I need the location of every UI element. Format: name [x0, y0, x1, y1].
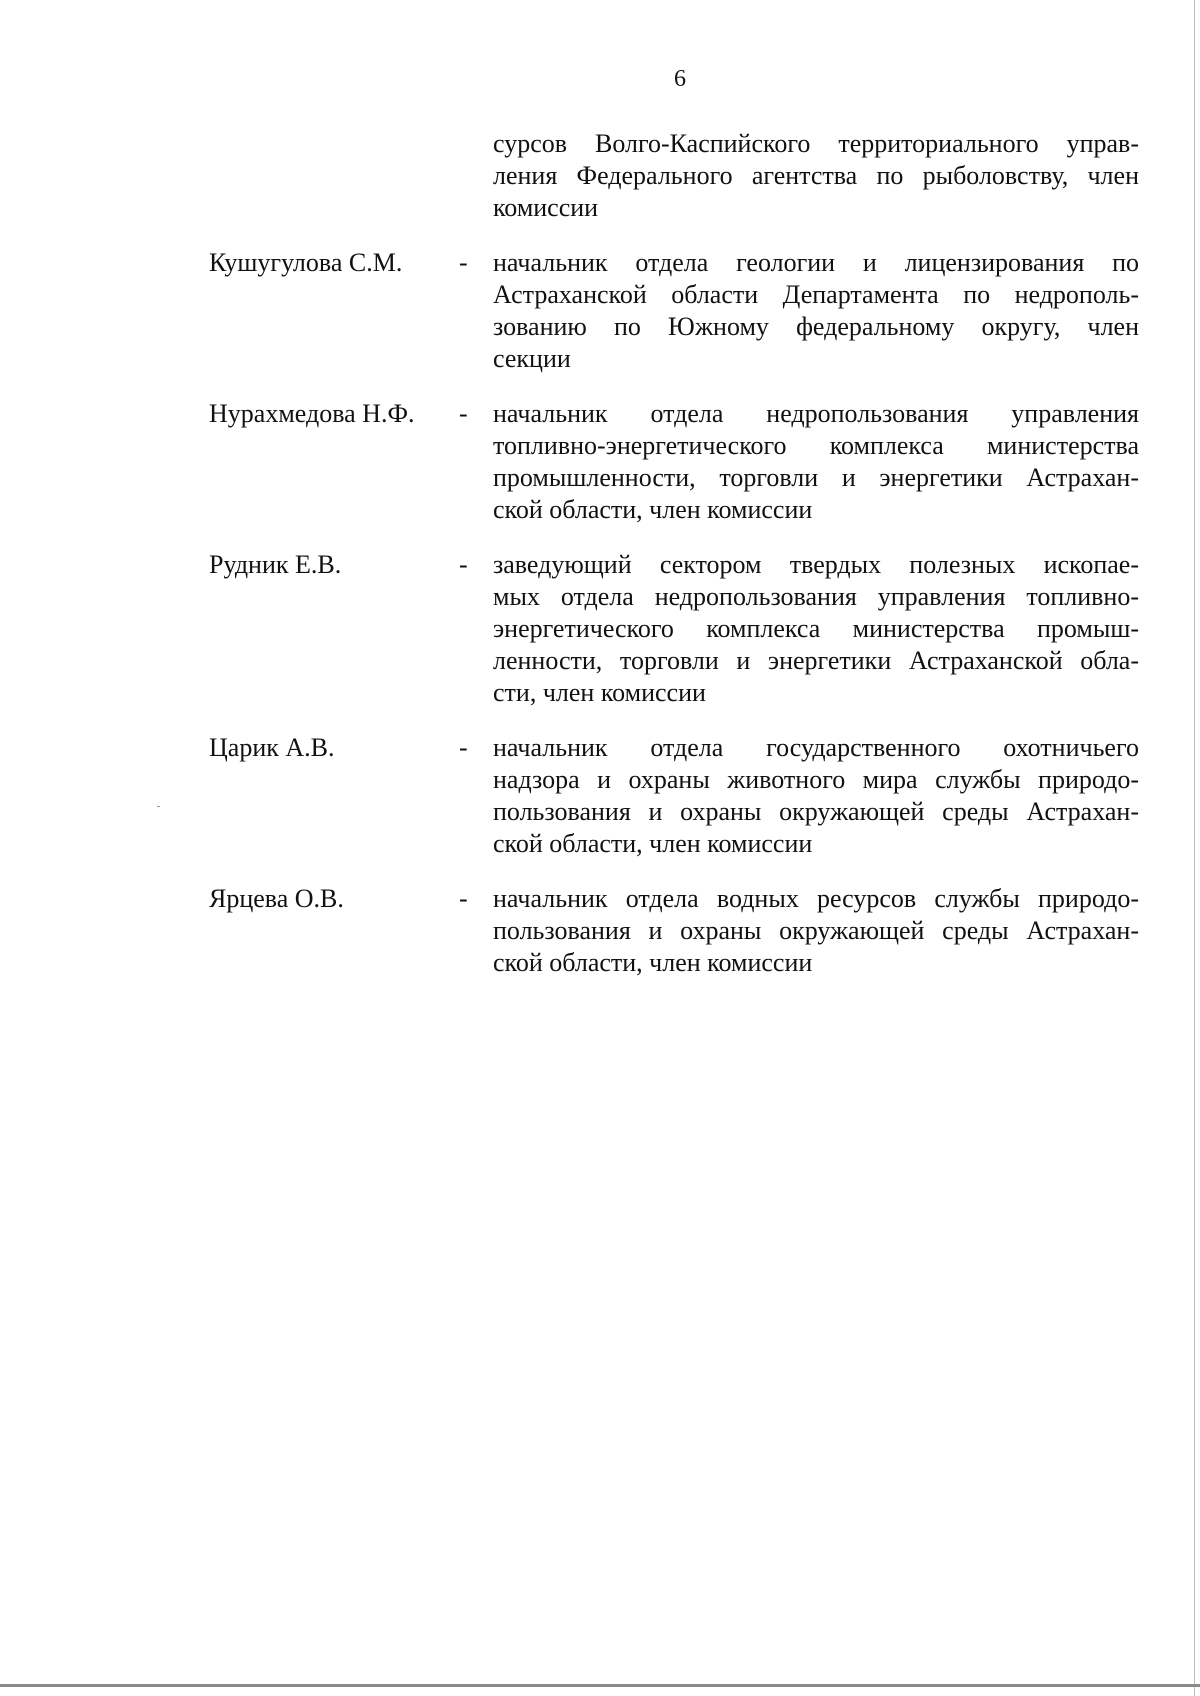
member-name: Ярцева О.В.	[209, 884, 344, 913]
dash-separator: -	[459, 884, 468, 913]
description-line: начальник отдела государственного охотничьего	[493, 733, 1139, 762]
description-line: надзора и охраны животного мира службы природо-	[493, 765, 1139, 794]
member-entry	[209, 247, 1139, 375]
continued-description	[493, 128, 1139, 224]
description-line: начальник отдела водных ресурсов службы природо-	[493, 884, 1139, 913]
description-line: секции	[493, 344, 571, 373]
dash-separator: -	[459, 733, 468, 762]
description-line: ленности, торговли и энергетики Астраханской обла-	[493, 646, 1139, 675]
member-entry	[209, 883, 1139, 979]
description-line: мых отдела недропользования управления топливно-	[493, 582, 1139, 611]
scan-speck	[157, 806, 160, 807]
scan-edge-right	[1194, 0, 1195, 1696]
member-description	[493, 247, 1139, 375]
page-number: 6	[674, 66, 686, 92]
member-description	[493, 398, 1139, 526]
member-name: Царик А.В.	[209, 733, 335, 762]
description-line: ской области, член комиссии	[493, 495, 813, 524]
description-line: сти, член комиссии	[493, 678, 706, 707]
description-line: пользования и охраны окружающей среды Астрахан-	[493, 797, 1139, 826]
dash-separator: -	[459, 248, 468, 277]
description-line: пользования и охраны окружающей среды Астрахан-	[493, 916, 1139, 945]
description-line: сурсов Волго-Каспийского территориального управ-	[493, 129, 1139, 158]
member-description	[493, 549, 1139, 709]
member-entry	[209, 398, 1139, 526]
description-line: заведующий сектором твердых полезных ископае-	[493, 550, 1139, 579]
description-line: зованию по Южному федеральному округу, член	[493, 312, 1139, 341]
member-description	[493, 732, 1139, 860]
member-name: Кушугулова С.М.	[209, 248, 403, 277]
member-description	[493, 883, 1139, 979]
member-entry	[209, 549, 1139, 709]
description-line: топливно-энергетического комплекса министерства	[493, 431, 1139, 460]
description-line: ской области, член комиссии	[493, 948, 813, 977]
description-line: Астраханской области Департамента по недрополь-	[493, 280, 1139, 309]
description-line: промышленности, торговли и энергетики Астрахан-	[493, 463, 1139, 492]
description-line: ской области, член комиссии	[493, 829, 813, 858]
dash-separator: -	[459, 399, 468, 428]
member-name: Рудник Е.В.	[209, 550, 342, 579]
description-line: ления Федерального агентства по рыболовству, член	[493, 161, 1139, 190]
description-line: начальник отдела недропользования управления	[493, 399, 1139, 428]
member-entry	[209, 732, 1139, 860]
continued-entry	[209, 128, 1139, 224]
description-line: начальник отдела геологии и лицензирования по	[493, 248, 1139, 277]
member-list	[209, 128, 1139, 979]
description-line: комиссии	[493, 193, 599, 222]
dash-separator: -	[459, 550, 468, 579]
description-line: энергетического комплекса министерства промыш-	[493, 614, 1139, 643]
scan-edge-bottom	[0, 1684, 1200, 1687]
member-name: Нурахмедова Н.Ф.	[209, 399, 415, 428]
